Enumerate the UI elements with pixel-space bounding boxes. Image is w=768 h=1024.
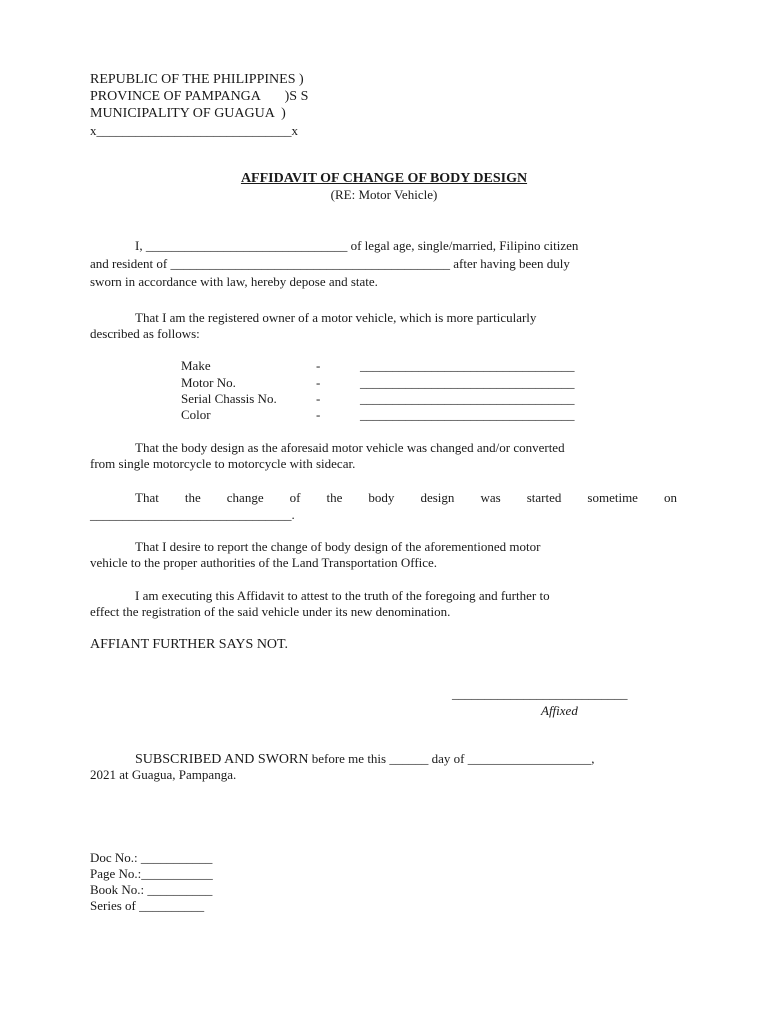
para1-line2: and resident of ___________________________________________ after having been duly xyxy=(90,256,570,271)
para2-line1: That I am the registered owner of a motor vehicle, which is more particularly xyxy=(135,310,537,325)
field-chassis-dash: - xyxy=(316,391,321,406)
venue-municipality: MUNICIPALITY OF GUAGUA ) xyxy=(90,106,286,121)
signature-label: Affixed xyxy=(541,703,578,718)
document-subtitle: (RE: Motor Vehicle) xyxy=(330,187,438,202)
venue-republic: REPUBLIC OF THE PHILIPPINES ) xyxy=(90,72,304,87)
field-make-dash: - xyxy=(316,358,321,373)
field-make-label: Make xyxy=(181,358,211,373)
page-no: Page No.:___________ xyxy=(90,866,213,881)
para2-line2: described as follows: xyxy=(90,326,200,341)
jurat-line1 xyxy=(135,751,594,768)
para1-line1: I, _______________________________ of legal age, single/married, Filipino citizen xyxy=(135,238,579,253)
para1-line3: sworn in accordance with law, hereby depose and state. xyxy=(90,274,378,289)
field-motor-label: Motor No. xyxy=(181,375,236,390)
venue-divider: x______________________________x xyxy=(90,123,298,138)
para6-line2: effect the registration of the said vehicle under its new denomination. xyxy=(90,604,451,619)
field-color-label: Color xyxy=(181,407,211,422)
field-chassis-blank: _________________________________ xyxy=(360,391,575,406)
para4-line1: That the change of the body design was started sometime on xyxy=(135,490,677,505)
field-chassis-label: Serial Chassis No. xyxy=(181,391,277,406)
para3-line1: That the body design as the aforesaid motor vehicle was changed and/or converted xyxy=(135,440,565,455)
jurat-caps: SUBSCRIBED AND SWORN xyxy=(135,752,309,767)
para3-line2: from single motorcycle to motorcycle with sidecar. xyxy=(90,456,356,471)
series-of: Series of __________ xyxy=(90,898,205,913)
para6-line1: I am executing this Affidavit to attest to the truth of the foregoing and further to xyxy=(135,588,550,603)
venue-province: PROVINCE OF PAMPANGA )S S xyxy=(90,89,309,104)
field-motor-blank: _________________________________ xyxy=(360,375,575,390)
book-no: Book No.: __________ xyxy=(90,882,213,897)
closing-statement: AFFIANT FURTHER SAYS NOT. xyxy=(90,637,289,652)
jurat-rest: before me this ______ day of ___________________, xyxy=(308,751,595,766)
doc-no: Doc No.: ___________ xyxy=(90,850,213,865)
signature-line: ___________________________ xyxy=(452,686,628,701)
field-color-dash: - xyxy=(316,407,321,422)
document-title: AFFIDAVIT OF CHANGE OF BODY DESIGN xyxy=(240,171,528,186)
field-make-blank: _________________________________ xyxy=(360,358,575,373)
para5-line2: vehicle to the proper authorities of the Land Transportation Office. xyxy=(90,555,438,570)
para4-line2: _______________________________. xyxy=(90,507,295,522)
field-color-blank: _________________________________ xyxy=(360,407,575,422)
field-motor-dash: - xyxy=(316,375,321,390)
jurat-line2: 2021 at Guagua, Pampanga. xyxy=(90,767,237,782)
para5-line1: That I desire to report the change of body design of the aforementioned motor xyxy=(135,539,541,554)
